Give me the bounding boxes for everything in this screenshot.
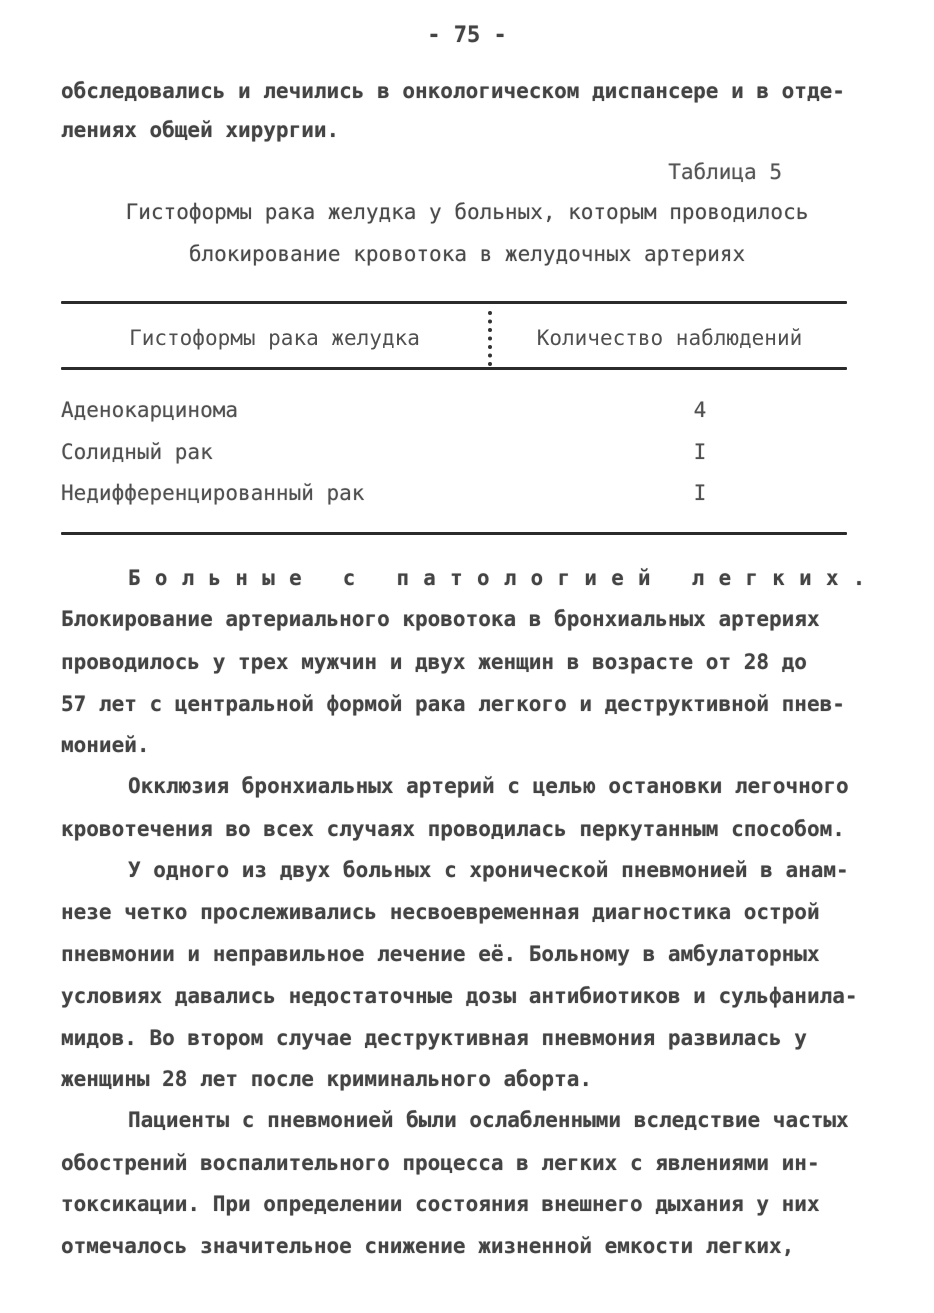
table-header-count: Количество наблюдений [536, 326, 803, 350]
body-line-16: отмечалось значительное снижение жизненной емкости легких, [61, 1234, 795, 1258]
body-line-11: мидов. Во втором случае деструктивная пневмония развилась у [61, 1026, 807, 1050]
table-top-rule [61, 301, 847, 304]
body-line-15: токсикации. При определении состояния внешнего дыхания у них [61, 1192, 820, 1216]
table-caption-line-2: блокирование кровотока в желудочных артериях [188, 242, 746, 266]
intro-line-2: лениях общей хирургии. [61, 118, 340, 142]
body-line-13: Пациенты с пневмонией были ослабленными вследствие частых [128, 1108, 849, 1132]
body-line-8: незе четко прослеживались несвоевременная диагностика острой [61, 900, 820, 924]
body-line-2: проводилось у трех мужчин и двух женщин в возрасте от 28 до [61, 650, 807, 674]
body-line-10: условиях давались недостаточные дозы антибиотиков и сульфанила- [61, 984, 858, 1008]
body-line-3: 57 лет с центральной формой рака легкого и деструктивной пнев- [61, 692, 845, 716]
body-line-4: монией. [61, 733, 150, 757]
table-row-1-name: Аденокарцинома [61, 398, 239, 422]
body-line-7: У одного из двух больных с хронической пневмонией в анам- [128, 858, 849, 882]
table-row-1-count: 4 [693, 398, 707, 422]
table-row-3-name: Недифференцированный рак [61, 481, 365, 505]
intro-line-1: обследовались и лечились в онкологическом диспансере и в отде- [61, 79, 845, 103]
table-row-2-name: Солидный рак [61, 440, 213, 464]
table-bottom-rule [61, 532, 847, 535]
body-line-12: женщины 28 лет после криминального аборта. [61, 1067, 593, 1091]
table-header-rule [61, 367, 847, 370]
body-line-6: кровотечения во всех случаях проводилась перкутанным способом. [61, 817, 845, 841]
body-line-5: Окклюзия бронхиальных артерий с целью остановки легочного [128, 774, 849, 798]
page-number: - 75 - [427, 23, 507, 48]
body-line-14: обострений воспалительного процесса в легких с явлениями ин- [61, 1151, 820, 1175]
body-line-9: пневмонии и неправильное лечение её. Больному в амбулаторных [61, 942, 820, 966]
table-label: Таблица 5 [668, 160, 782, 184]
table-row-3-count: I [693, 481, 707, 505]
table-caption-line-1: Гистоформы рака желудка у больных, которым проводилось [125, 200, 809, 224]
section-heading: Больные с патологией легких. [128, 566, 880, 590]
body-line-1: Блокирование артериального кровотока в бронхиальных артериях [61, 607, 820, 631]
table-header-histoform: Гистоформы рака желудка [129, 326, 420, 350]
table-row-2-count: I [693, 440, 707, 464]
